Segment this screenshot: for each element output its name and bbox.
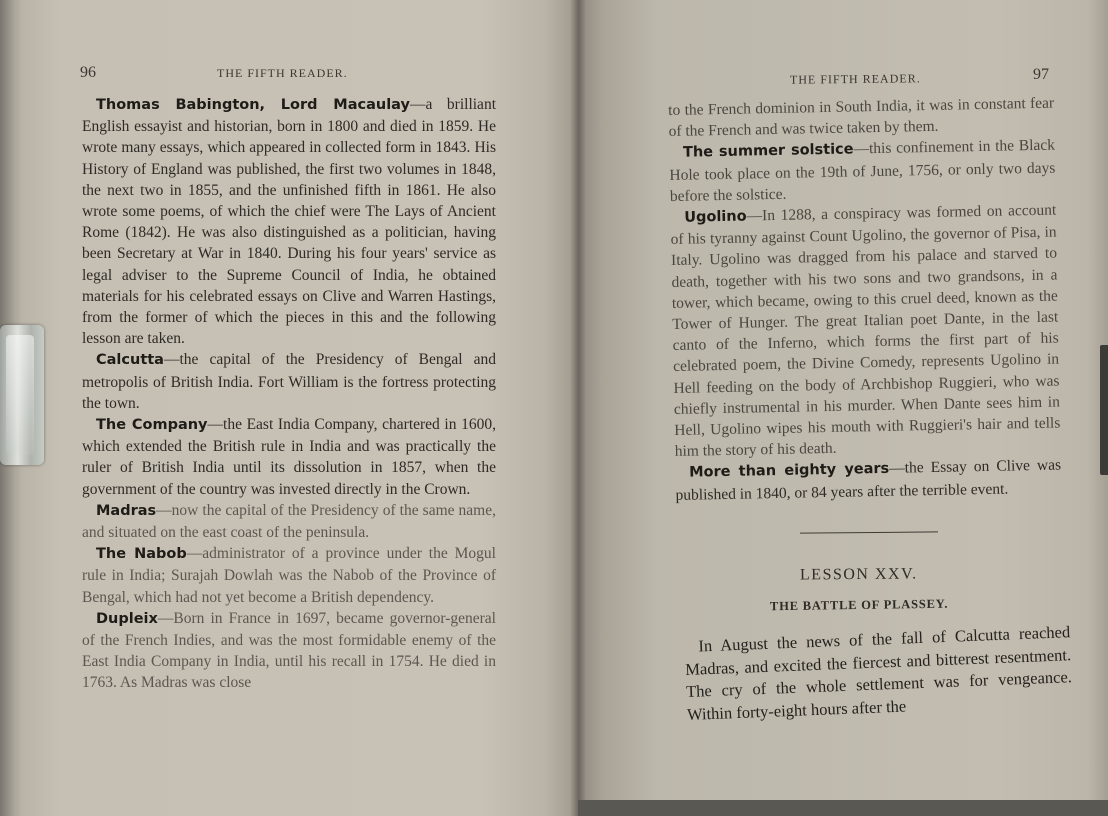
note-term: The summer solstice <box>682 141 854 162</box>
note-entry <box>82 543 496 608</box>
note-text: —the East India Company, chartered in 1600, which extended the British rule in India and was practically the ruler of British India until its dissolution in 1857, when the government of the country was invested directly in the Crown. <box>82 416 496 498</box>
background-strip <box>578 800 1108 816</box>
note-text: —the capital of the Presidency of Bengal and metropolis of British India. Fort William is the fortress protecting the town. <box>82 351 496 412</box>
lesson-paragraph: In August the news of the fall of Calcutta reached Madras, and excited the fiercest and bitterest resentment. The cry of the whole settlement was for vengeance. Within forty-eight hours after the <box>684 622 1073 724</box>
left-page-number: 96 <box>80 64 96 81</box>
lesson-subtitle: THE BATTLE OF PLASSEY. <box>769 596 949 614</box>
note-term: More than eighty years <box>689 461 890 482</box>
note-entry <box>82 500 496 543</box>
right-page-number: 97 <box>1033 66 1049 83</box>
note-entry <box>82 349 496 414</box>
book-gutter <box>570 0 586 816</box>
note-entry <box>675 455 1062 506</box>
note-entry <box>82 94 496 349</box>
note-text: —Born in France in 1697, became governor-general of the French Indies, and was the most formidable enemy of the East India Company in India, until his recall in 1754. He died in 1763. As Madras was close <box>82 609 496 692</box>
note-term: Ugolino <box>684 208 747 226</box>
note-entry <box>82 414 496 500</box>
binder-clip-left <box>0 325 44 465</box>
right-running-head: THE FIFTH READER. <box>789 71 921 87</box>
note-term: Dupleix <box>96 610 158 627</box>
note-entry <box>669 135 1056 207</box>
lesson-body <box>684 621 1073 726</box>
note-term: The Nabob <box>96 546 187 563</box>
note-text: —administrator of a province under the Mogul rule in India; Surajah Dowlah was the Nabob of the Province of Bengal, which had not yet become a British dependency. <box>82 545 496 606</box>
note-entry <box>670 200 1061 463</box>
continued-text: to the French dominion in South India, it was in constant fear of the French and was twice taken by them. <box>668 94 1055 141</box>
note-term: Madras <box>96 502 157 519</box>
note-term: Calcutta <box>96 352 164 369</box>
clip-highlight <box>6 335 34 455</box>
note-entry <box>82 608 496 694</box>
lesson-title: LESSON XXV. <box>799 565 918 584</box>
left-page-body <box>82 94 496 694</box>
note-term: Thomas Babington, Lord Macaulay <box>96 97 410 113</box>
note-term: The Company <box>96 417 208 434</box>
note-text: —In 1288, a conspiracy was formed on account of his tyranny against Count Ugolino, the governor of Pisa, in Italy. Ugolino was dragged from his palace and starved to death, together with his two sons and two grandsons, in a tower, which became, owing to this cruel deed, known as the Tower of Hunger. The great Italian poet Dante, in the last canto of the Inferno, which forms the first part of his celebrated poem, the Divine Comedy, represents Ugolino in Hell feeding on the body of Archbishop Ruggieri, who was chiefly instrumental in his murder. When Dante sees him in Hell, Ugolino wipes his mouth with Ruggieri's hair and tells him the story of his death. <box>670 201 1061 461</box>
note-text: —this confinement in the Black Hole took place on the 19th of June, 1756, or only two days before the solstice. <box>669 136 1056 205</box>
binder-clip-right <box>1100 345 1108 475</box>
note-text: —now the capital of the Presidency of the same name, and situated on the east coast of the peninsula. <box>82 501 496 542</box>
left-running-head: THE FIFTH READER. <box>217 66 348 80</box>
note-text: —the Essay on Clive was published in 1840, or 84 years after the terrible event. <box>675 456 1062 504</box>
right-page-body <box>668 93 1062 506</box>
note-text: —a brilliant English essayist and historian, born in 1800 and died in 1859. He wrote many essays, which appeared in collected form in 1843. His History of England was published, the first two volumes in 1848, the next two in 1855, and the unfinished fifth in 1861. He also wrote some poems, of which the chief were The Lays of Ancient Rome (1842). He was also distinguished as a politician, having been Secretary at War in 1840. During his four years' service as legal adviser to the Supreme Council of India, he obtained materials for his celebrated essays on Clive and Warren Hastings, from the former of which the pieces in this and the following lesson are taken. <box>82 96 496 348</box>
